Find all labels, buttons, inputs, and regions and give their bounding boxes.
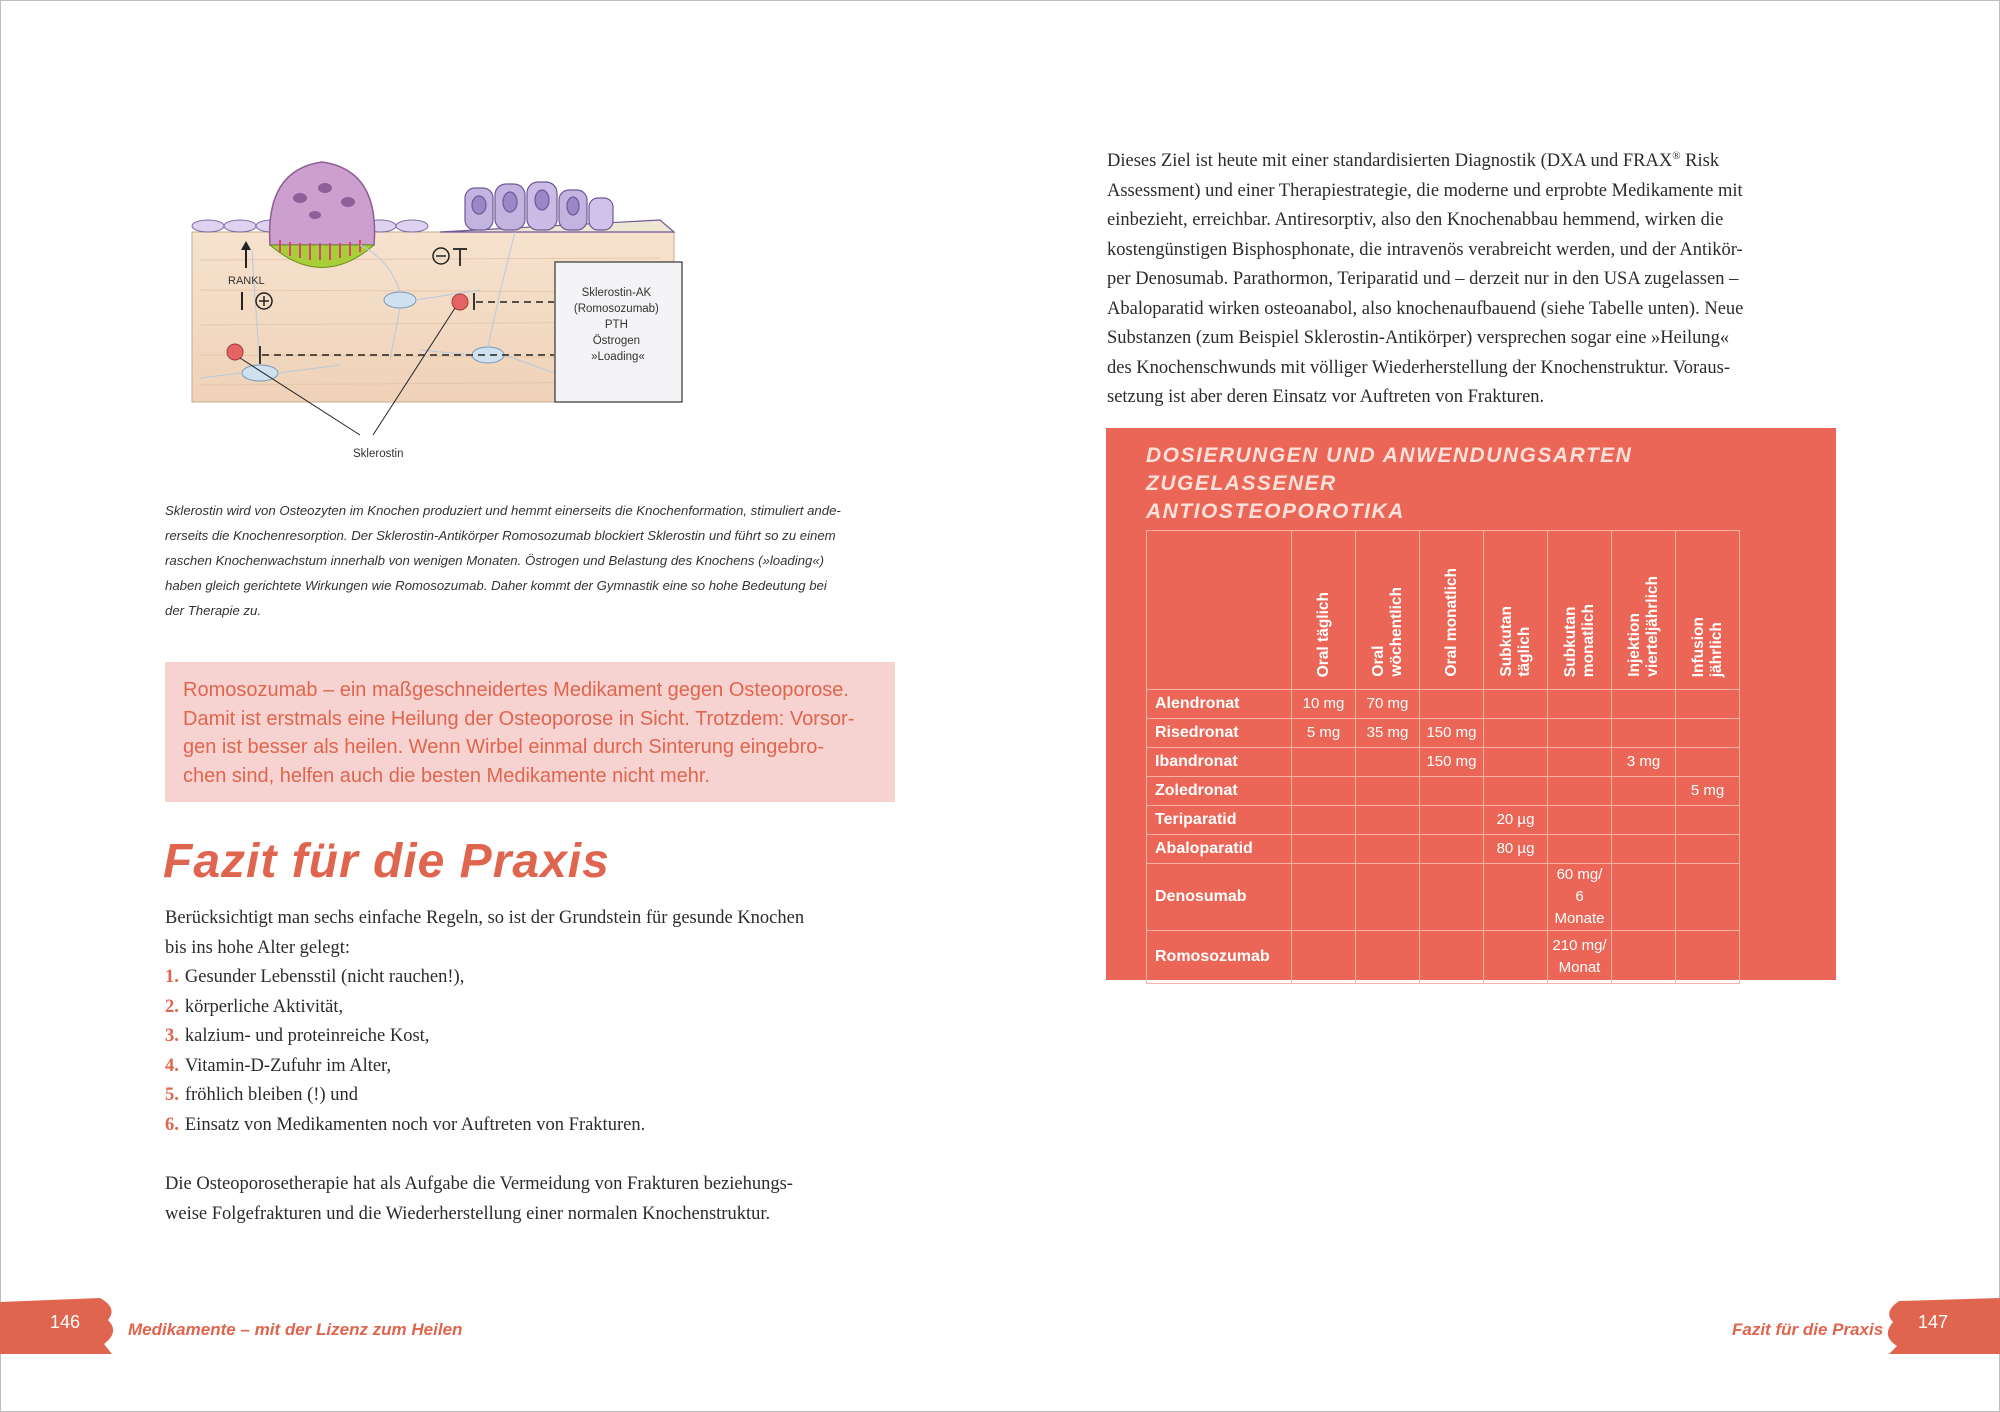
rule-item [165, 1081, 905, 1111]
dose-cell: 70 mg [1356, 690, 1420, 719]
drug-name: Teriparatid [1147, 806, 1292, 835]
column-header [1356, 531, 1420, 690]
table-row [1147, 864, 1740, 931]
rule-number: 1. [165, 967, 179, 987]
bone-illustration [160, 150, 880, 470]
table-corner-cell [1147, 531, 1292, 690]
osteoblast-cluster [440, 182, 674, 232]
rule-item [165, 993, 905, 1023]
rule-number: 6. [165, 1114, 179, 1135]
dose-cell: 3 mg [1612, 748, 1676, 777]
right-body-part-1: Dieses Ziel ist heute mit einer standardisierten Diagnostik (DXA und FRAX [1107, 151, 1673, 172]
dose-cell [1420, 777, 1484, 806]
dose-cell [1676, 806, 1740, 835]
dose-cell [1292, 748, 1356, 777]
rule-text: fröhlich bleiben (!) und [184, 1085, 358, 1105]
bone-remodeling-figure [160, 150, 880, 470]
dose-cell [1484, 931, 1548, 984]
rules-list [165, 963, 905, 1140]
sklerostin-dot-right [452, 294, 468, 310]
table-row [1147, 748, 1740, 777]
column-header-label: Infusion jährlich [1689, 616, 1725, 677]
rule-item [165, 1052, 905, 1082]
dose-cell [1548, 835, 1612, 864]
drug-name: Abaloparatid [1147, 835, 1292, 864]
figure-caption [165, 498, 885, 623]
rule-item [165, 1111, 905, 1141]
dose-cell [1292, 931, 1356, 984]
dose-cell [1292, 864, 1356, 931]
highlight-text: Romosozumab – ein maßgeschneidertes Medikament gegen Osteoporose. Damit ist erstmals eine Heilung der Osteoporose in Sicht. Trotzdem: Vorsor- gen ist besser als heilen. Wenn Wirbel einmal durch Sinterung eingebro- chen sind, helfen auch die besten Medikamente nicht mehr. [183, 679, 855, 787]
dose-cell [1612, 864, 1676, 931]
column-header-label: Subkutan monatlich [1561, 603, 1597, 677]
left-body-text [165, 904, 905, 1229]
dose-cell [1420, 806, 1484, 835]
left-page-number: 146 [50, 1312, 81, 1332]
column-header [1484, 531, 1548, 690]
closing-paragraph: Die Osteoporosetherapie hat als Aufgabe die Vermeidung von Frakturen beziehungs- weise Folgefrakturen und die Wiederherstellung einer normalen Knochenstruktur. [165, 1174, 793, 1224]
column-header-label: Oral täglich [1314, 591, 1332, 677]
rule-number: 3. [165, 1026, 179, 1046]
dose-cell [1420, 931, 1484, 984]
dose-cell [1356, 864, 1420, 931]
highlight-box [165, 662, 895, 802]
table-row [1147, 931, 1740, 984]
dose-cell [1420, 864, 1484, 931]
rule-item [165, 1022, 905, 1052]
rule-number: 4. [165, 1055, 179, 1076]
dose-cell: 10 mg [1292, 690, 1356, 719]
dose-cell [1484, 719, 1548, 748]
dose-cell [1292, 806, 1356, 835]
dose-cell: 35 mg [1356, 719, 1420, 748]
dose-cell [1612, 690, 1676, 719]
right-running-head: Fazit für die Praxis [1732, 1320, 1884, 1339]
drug-name: Ibandronat [1147, 748, 1292, 777]
right-body-text [1107, 142, 1837, 413]
dose-cell: 5 mg [1676, 777, 1740, 806]
drug-name: Zoledronat [1147, 777, 1292, 806]
rules-intro: Berücksichtigt man sechs einfache Regeln, so ist der Grundstein für gesunde Knochen bis ins hohe Alter gelegt: [165, 908, 805, 958]
dose-cell: 5 mg [1292, 719, 1356, 748]
right-body-part-2: Risk Assessment) und einer Therapiestrategie, die moderne und erprobte Medikamente mit einbezieht, erreichbar. Antiresorptiv, also den Knochenabbau hemmend, wirken die kostengünstigen Bisphosphonate, die intravenös verabreicht werden, und der Antikör- per Denosumab. Parathormon, Teriparatid und – derzeit nur in den USA zugelassen – Abaloparatid wirken osteoanabol, also knochenaufbauend (siehe Tabelle unten). Neue Substanzen (zum Beispiel Sklerostin-Antikörper) versprechen sogar eine »Heilung« des Knochenschwunds mit völliger Wiederherstellung der Knochenstruktur. Voraus- setzung ist aber deren Einsatz vor Auftreten von Frakturen. [1107, 151, 1744, 408]
dose-cell [1676, 931, 1740, 984]
rule-text: kalzium- und proteinreiche Kost, [184, 1026, 430, 1046]
drug-name: Romosozumab [1147, 931, 1292, 984]
dose-cell [1612, 719, 1676, 748]
dose-cell [1356, 806, 1420, 835]
column-header [1612, 531, 1676, 690]
dose-cell: 20 µg [1484, 806, 1548, 835]
dose-cell [1420, 835, 1484, 864]
dose-cell [1676, 719, 1740, 748]
dose-cell [1676, 864, 1740, 931]
dose-cell: 150 mg [1420, 719, 1484, 748]
inhibitor-box [555, 262, 682, 402]
column-header [1292, 531, 1356, 690]
caption-text: Sklerostin wird von Osteozyten im Knochen produziert und hemmt einerseits die Knochenformation, stimuliert ande- rerseits die Knochenresorption. Der Sklerostin-Antikörper Romosozumab blockiert Sklerostin und führt so zu einem raschen Knochenwachstum innerhalb von wenigen Monaten. Östrogen und Belastung des Knochens (»loading«) haben gleich gerichtete Wirkungen wie Romosozumab. Daher kommt der Gymnastik eine so hohe Bedeutung bei der Therapie zu. [165, 503, 841, 618]
column-header-label: Oral wöchentlich [1369, 587, 1405, 677]
column-header [1548, 531, 1612, 690]
dose-cell [1612, 806, 1676, 835]
dose-cell [1484, 777, 1548, 806]
dose-cell [1484, 748, 1548, 777]
rule-text: körperliche Aktivität, [184, 996, 344, 1017]
osteoclast [270, 162, 375, 268]
dose-cell [1548, 690, 1612, 719]
drug-name: Risedronat [1147, 719, 1292, 748]
rule-text: Einsatz von Medikamenten noch vor Auftreten von Frakturen. [184, 1114, 646, 1135]
dose-cell [1292, 835, 1356, 864]
rule-text: Vitamin-D-Zufuhr im Alter, [184, 1055, 392, 1076]
dose-cell: 210 mg/ Monat [1548, 931, 1612, 984]
dosage-table [1146, 530, 1740, 984]
table-row [1147, 690, 1740, 719]
column-header [1420, 531, 1484, 690]
table-row [1147, 806, 1740, 835]
drug-name: Denosumab [1147, 864, 1292, 931]
dose-cell [1548, 719, 1612, 748]
inhibitor-line-1: Sklerostin-AK [581, 287, 652, 299]
table-header-row [1147, 531, 1740, 690]
dose-cell [1676, 835, 1740, 864]
column-header-label: Oral monatlich [1442, 568, 1460, 677]
dose-cell [1548, 777, 1612, 806]
drug-name: Alendronat [1147, 690, 1292, 719]
dose-cell [1292, 777, 1356, 806]
dose-cell [1356, 931, 1420, 984]
table-title: DOSIERUNGEN UND ANWENDUNGSARTEN ZUGELASSENER ANTIOSTEOPOROTIKA [1146, 444, 1633, 523]
table-row [1147, 835, 1740, 864]
dose-cell [1420, 690, 1484, 719]
rule-item [165, 963, 905, 993]
section-heading: Fazit für die Praxis [163, 835, 610, 888]
inhibitor-line-3: PTH [604, 319, 628, 331]
column-header-label: Subkutan täglich [1497, 606, 1533, 677]
sklerostin-label: Sklerostin [353, 448, 404, 460]
left-running-head: Medikamente – mit der Lizenz zum Heilen [128, 1320, 463, 1339]
dose-cell [1612, 777, 1676, 806]
dose-cell [1484, 864, 1548, 931]
dose-cell [1612, 931, 1676, 984]
dose-cell [1484, 690, 1548, 719]
dosage-table-box [1106, 428, 1836, 980]
rule-text: Gesunder Lebensstil (nicht rauchen!), [184, 967, 465, 987]
dose-cell: 80 µg [1484, 835, 1548, 864]
dose-cell [1356, 835, 1420, 864]
column-header-label: Injektion vierteljährlich [1625, 576, 1661, 677]
column-header [1676, 531, 1740, 690]
dose-cell [1356, 777, 1420, 806]
dose-cell [1548, 806, 1612, 835]
rule-number: 2. [165, 996, 179, 1017]
dose-cell [1676, 690, 1740, 719]
sklerostin-dot-left [227, 344, 243, 360]
table-row [1147, 777, 1740, 806]
rankl-label: RANKL [228, 275, 265, 287]
inhibitor-line-5: »Loading« [591, 351, 645, 363]
dose-cell [1548, 748, 1612, 777]
dose-cell: 150 mg [1420, 748, 1484, 777]
dose-cell: 60 mg/ 6 Monate [1548, 864, 1612, 931]
table-row [1147, 719, 1740, 748]
dose-cell [1356, 748, 1420, 777]
trademark-symbol: ® [1672, 150, 1681, 162]
right-page-number: 147 [1918, 1312, 1949, 1332]
inhibitor-line-4: Östrogen [592, 335, 641, 347]
dose-cell [1676, 748, 1740, 777]
dose-cell [1612, 835, 1676, 864]
rule-number: 5. [165, 1085, 179, 1105]
inhibitor-line-2: (Romosozumab) [573, 303, 659, 315]
